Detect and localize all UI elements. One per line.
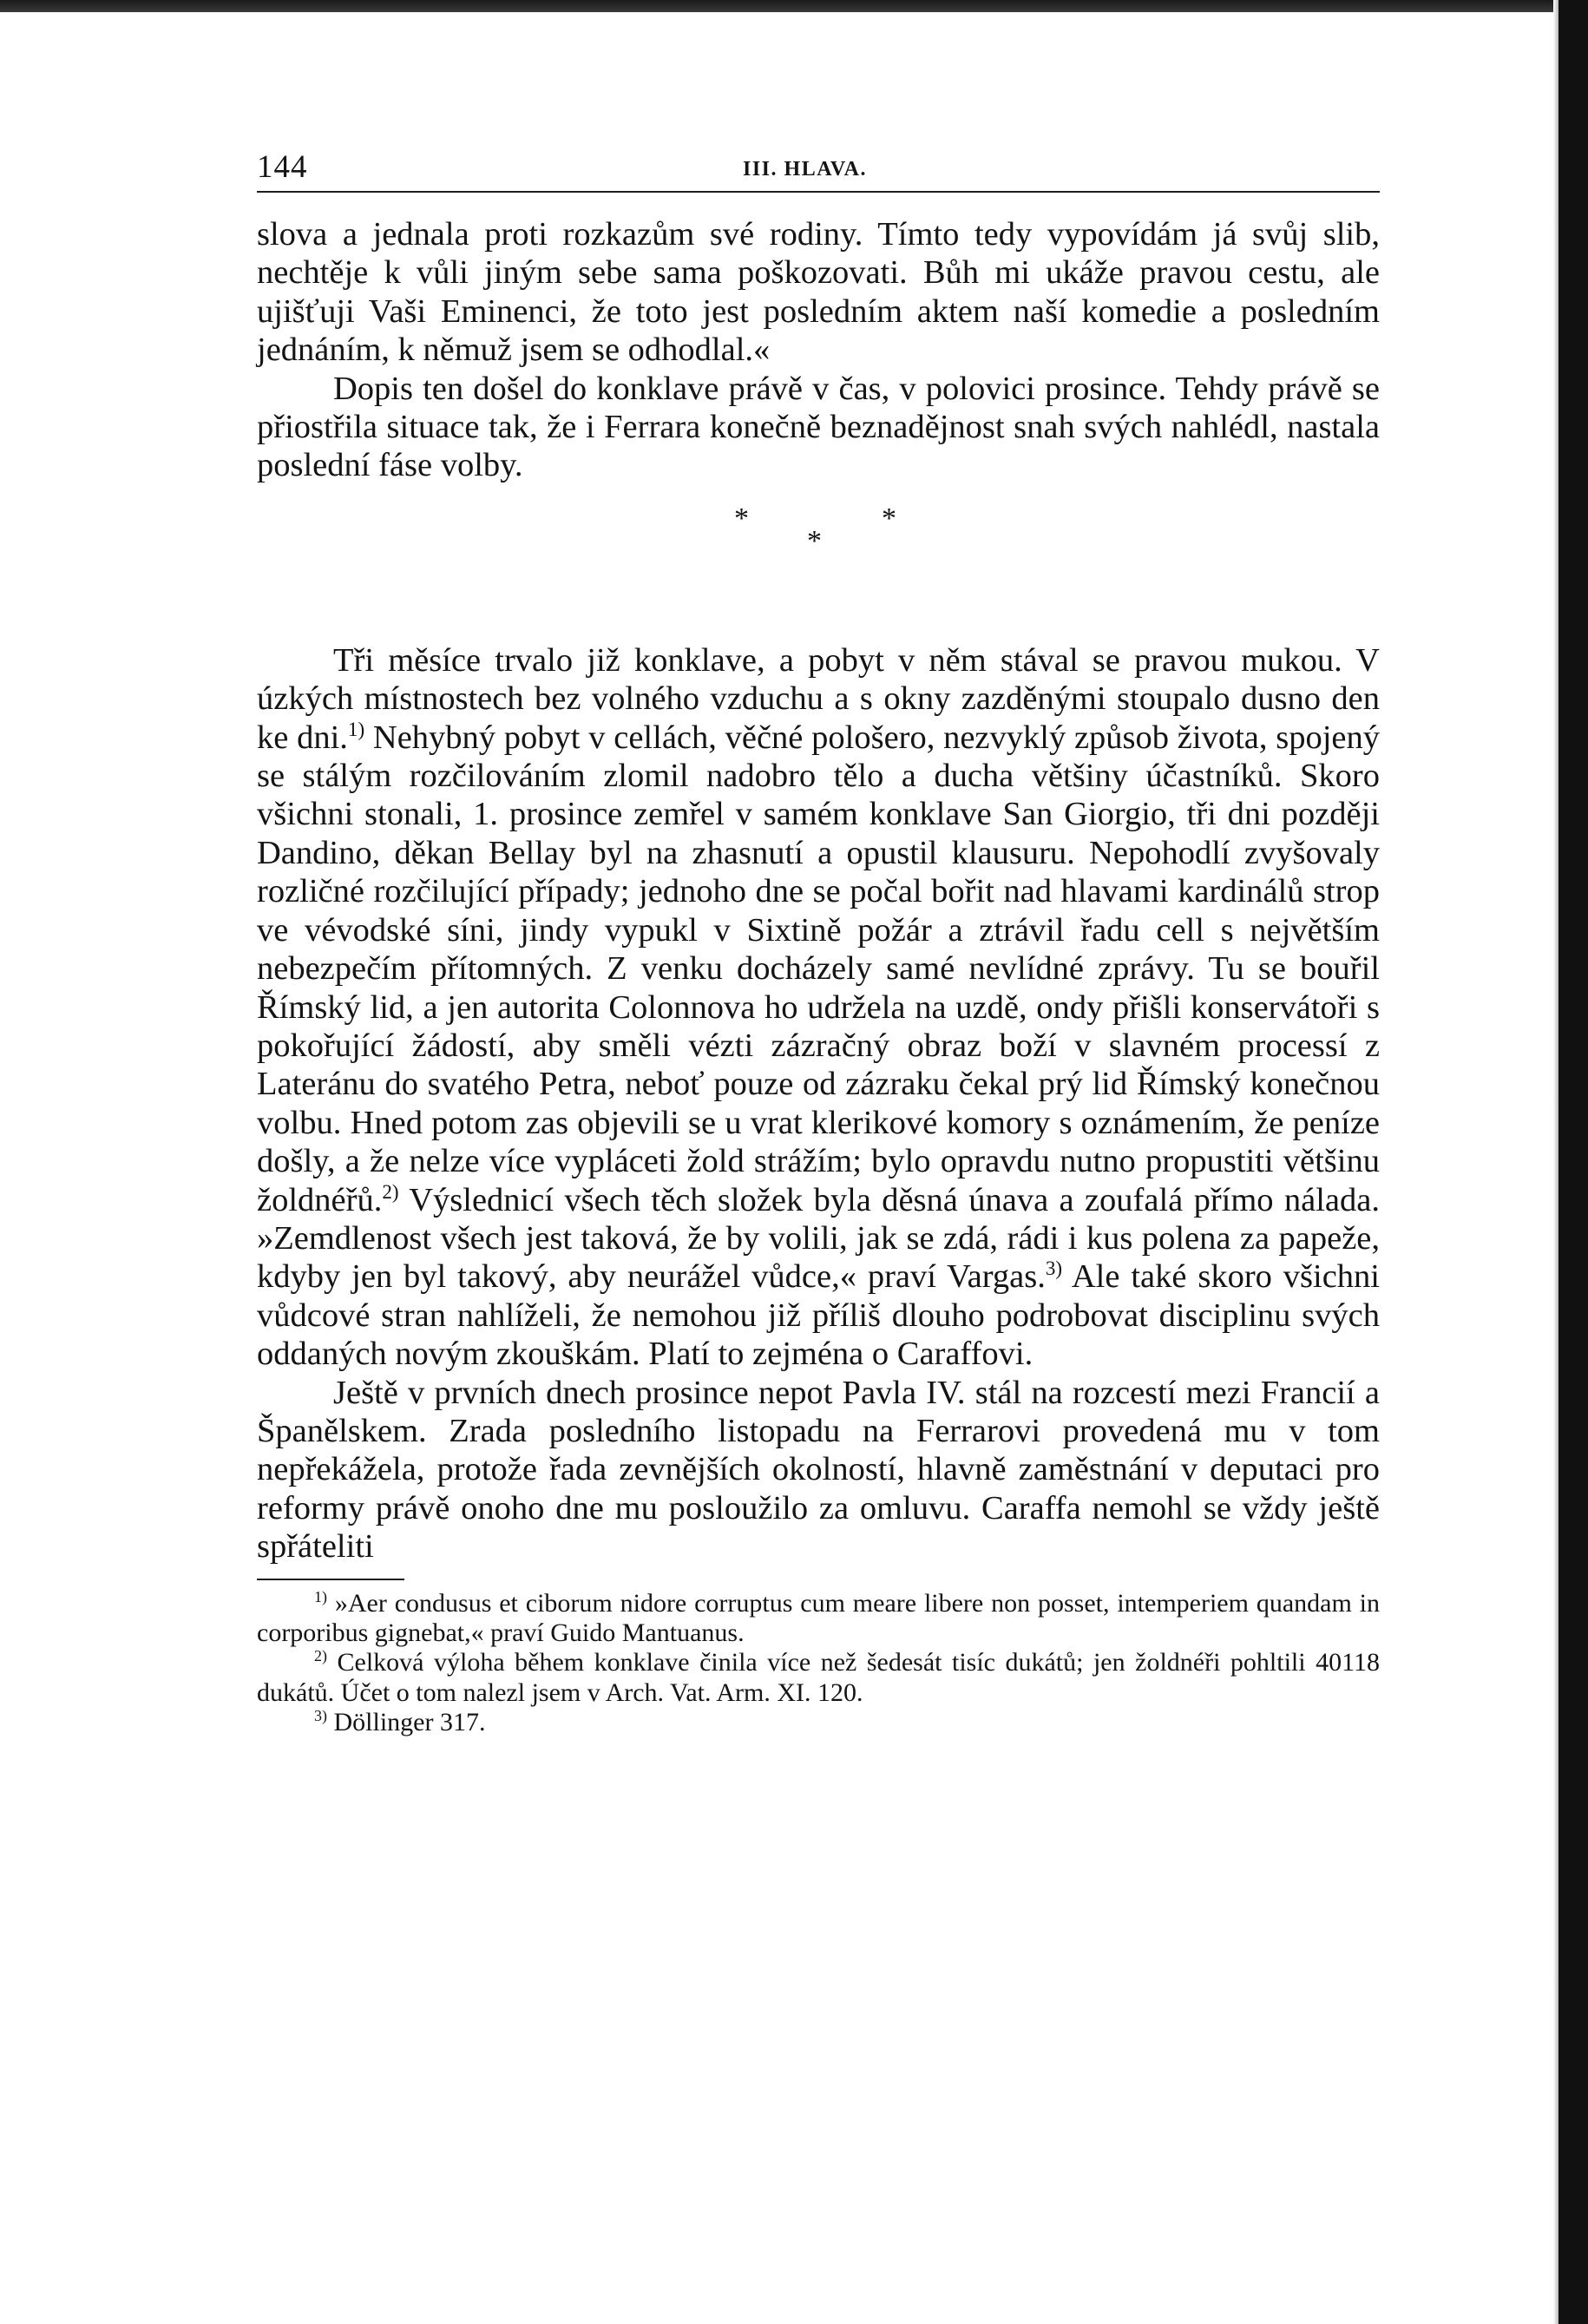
paragraph-3-part-b: Nehybný pobyt v cellách, věčné pološero, nezvyklý způsob života, spojený se stálým rozčilováním zlomil nadobro tělo a ducha většiny účastníků. Skoro všichni stonali, 1. prosince zemřel v samém konklave San Giorgio, tři dni později Dandino, děkan Bellay byl na zhasnutí a opustil klausuru. Nepohodlí zvyšovaly rozličné rozčilující případy; jednoho dne se počal bořit nad hlavami kardinálů strop ve vévodské síni, jindy vypukl v Sixtině požár a ztrávil řadu cell s největším nebezpečím přítomných. Z venku docházely samé nevlídné zprávy. Tu se bouřil Římský lid, a jen autorita Colonnova ho udržela na uzdě, ondy přišli konservátoři s pokořující žádostí, aby směli vézti zázračný obraz boží v slavném processí z Lateránu do svatého Petra, neboť pouze od zázraku čekal prý lid Římský konečnou volbu. Hned potom zas objevili se u vrat klerikové komory s oznámením, že peníze došly, a že nelze více vypláceti žold strážím; bylo opravdu nutno propustiti většinu žoldnéřů. — [257, 719, 1380, 1218]
footnote-ref-2: 2) — [382, 1179, 399, 1203]
footnote-ref-3: 3) — [1045, 1257, 1063, 1280]
paragraph-3-part-a: Tři měsíce trvalo již konklave, a pobyt v něm stával se pravou mukou. V úzkých místnostech bez volného vzduchu a s okny zazděnými stoupalo dusno den ke dni. — [257, 641, 1380, 756]
footnote-3-text: Döllinger 317. — [327, 1708, 486, 1737]
footnote-ref-1-number: 1 — [347, 717, 358, 740]
paragraph-3 — [257, 641, 1380, 1374]
footnote-2-text: Celková výloha během konklave činila více než šedesát tisíc dukátů; jen žoldnéři pohltili 40118 dukátů. Účet o tom nalezl jsem v Arch. Vat. Arm. XI. 120. — [257, 1648, 1380, 1707]
paragraph-1: slova a jednala proti rozkazům své rodiny. Tímto tedy vypovídám já svůj slib, nechtěje k vůli jiným sebe sama poškozovati. Bůh mi ukáže pravou cestu, ale ujišťuji Vaši Eminenci, že toto jest posledním aktem naší komedie a posledním jednáním, k němuž jsem se odhodlal.« — [257, 216, 1380, 369]
section-separator — [257, 485, 1380, 641]
paragraph-2: Dopis ten došel do konklave právě v čas, v polovici prosince. Tehdy právě se přiostřila situace tak, že i Ferrara konečně beznadějnost snah svých nahlédl, nastala poslední fáse volby. — [257, 370, 1380, 484]
footnote-1-number: 1 — [314, 1587, 322, 1605]
footnote-ref-2-number: 2 — [382, 1179, 392, 1203]
footnote-3-mark: 3) — [314, 1707, 327, 1725]
footnote-ref-1: 1) — [347, 717, 365, 740]
scan-border-top — [0, 0, 1588, 12]
running-head — [257, 148, 1380, 193]
body-text — [257, 215, 1380, 1566]
footnote-2-mark: 2) — [314, 1647, 327, 1665]
asterisk-left: * — [734, 502, 749, 535]
page-number: 144 — [257, 149, 308, 185]
paragraph-4: Ještě v prvních dnech prosince nepot Pavla IV. stál na rozcestí mezi Francií a Španělskem. Zrada posledního listopadu na Ferrarovi provedená mu v tom nepřekážela, protože řada zevnějších okolností, hlavně zaměstnání v deputaci pro reformy právě onoho dne mu posloužilo za omluvu. Caraffa nemohl se vždy ještě spřáteliti — [257, 1374, 1380, 1566]
book-page — [257, 148, 1380, 1738]
paragraph-3-part-c: Výslednicí všech těch složek byla děsná únava a zoufalá přímo nálada. »Zemdlenost všech jest taková, že by volili, jak se zdá, rádi i kus polena za papeže, kdyby jen byl takový, aby neurážel vůdce,« praví Vargas. — [257, 1181, 1380, 1296]
footnote-ref-3-number: 3 — [1045, 1257, 1056, 1280]
footnotes — [257, 1589, 1380, 1738]
footnote-3-number: 3 — [314, 1707, 322, 1725]
scan-border-right — [1558, 0, 1588, 2324]
footnote-2-number: 2 — [314, 1647, 322, 1665]
footnote-1-mark: 1) — [314, 1587, 327, 1605]
footnote-1-text: »Aer condusus et ciborum nidore corruptus cum meare libere non posset, intemperiem quandam in corporibus gignebat,« praví Guido Mantuanus. — [257, 1588, 1380, 1647]
chapter-title: III. HLAVA. — [743, 158, 868, 181]
footnote-2 — [257, 1648, 1380, 1708]
footnote-1 — [257, 1589, 1380, 1649]
asterisk-right: * — [882, 502, 896, 535]
footnote-rule — [257, 1579, 404, 1580]
asterisk-center: * — [807, 524, 822, 557]
footnote-3 — [257, 1708, 1380, 1737]
paragraph-3-part-d: Ale také skoro všichni vůdcové stran nahlíželi, že nemohou již příliš dlouho podrobovat disciplinu svých oddaných novým zkouškám. Platí to zejména o Caraffovi. — [257, 1258, 1380, 1373]
